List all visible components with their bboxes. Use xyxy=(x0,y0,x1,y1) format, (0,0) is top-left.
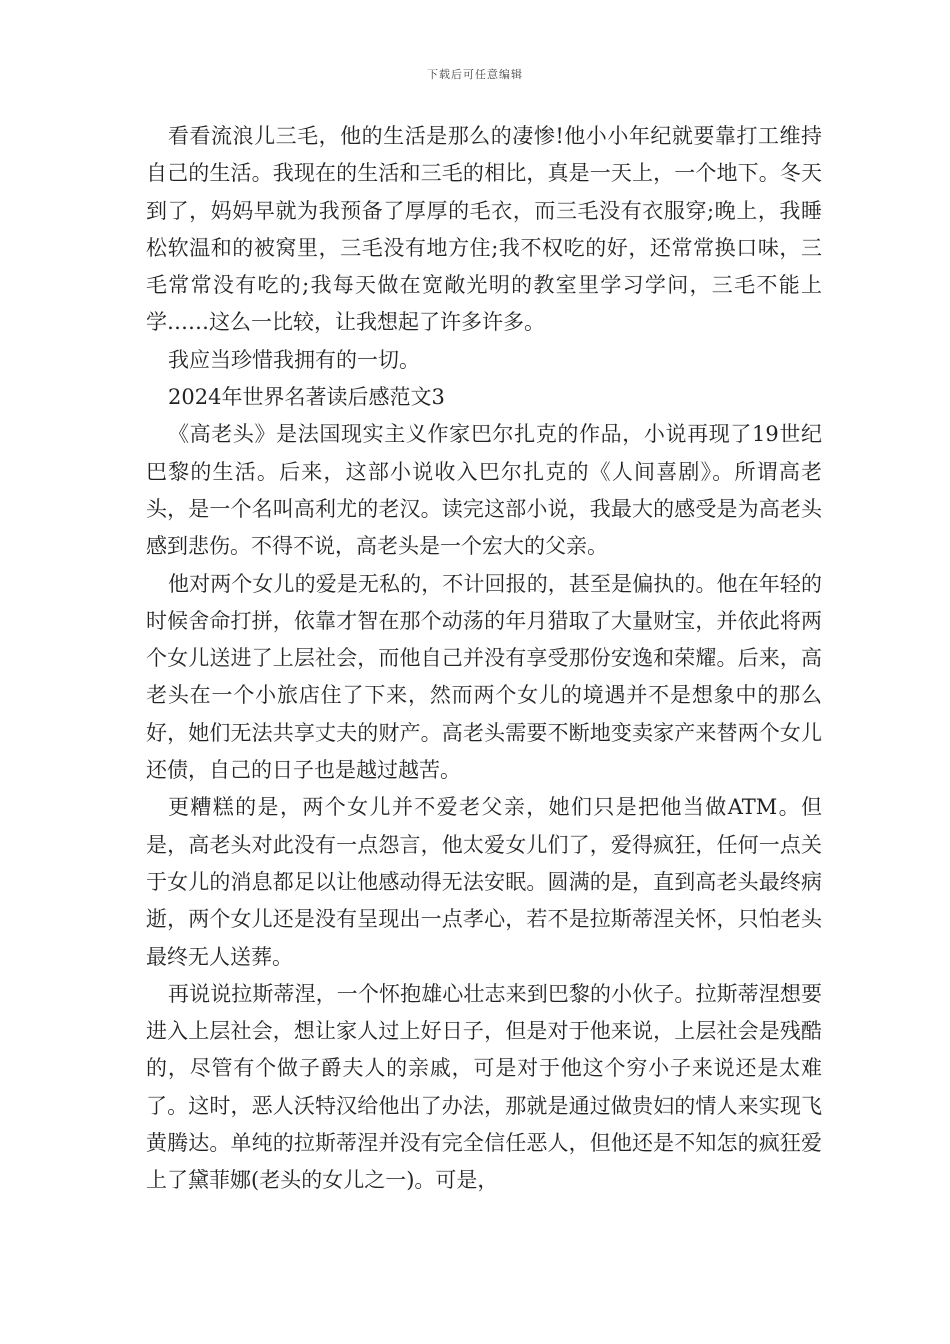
paragraph: 我应当珍惜我拥有的一切。 xyxy=(168,347,420,372)
section-heading: 2024年世界名著读后感范文3 xyxy=(168,385,445,410)
paragraph: 更糟糕的是，两个女儿并不爱老父亲，她们只是把他当做ATM。但是，高老头对此没有一点怨言，他太爱女儿们了，爱得疯狂，任何一点关于女儿的消息都足以让他感动得无法安眠。圆满的是，直到高老头最终病逝，两个女儿还是没有呈现出一点孝心，若不是拉斯蒂涅关怀，只怕老头最终无人送葬。 xyxy=(146,795,822,969)
page-header-note: 下载后可任意编辑 xyxy=(427,68,523,81)
paragraph: 再说说拉斯蒂涅，一个怀抱雄心壮志来到巴黎的小伙子。拉斯蒂涅想要进入上层社会，想让家人过上好日子，但是对于他来说，上层社会是残酷的，尽管有个做子爵夫人的亲戚，可是对于他这个穷小子来说还是太难了。这时，恶人沃特汉给他出了办法，那就是通过做贵妇的情人来实现飞黄腾达。单纯的拉斯蒂涅并没有完全信任恶人，但他还是不知怎的疯狂爱上了黛菲娜(老头的女儿之一)。可是， xyxy=(146,981,822,1193)
document-body xyxy=(146,118,822,1200)
paragraph: 《高老头》是法国现实主义作家巴尔扎克的作品，小说再现了19世纪巴黎的生活。后来，这部小说收入巴尔扎克的《人间喜剧》。所谓高老头，是一个名叫高利尤的老汉。读完这部小说，我最大的感受是为高老头感到悲伤。不得不说，高老头是一个宏大的父亲。 xyxy=(146,422,822,559)
paragraph: 他对两个女儿的爱是无私的，不计回报的，甚至是偏执的。他在年轻的时候舍命打拼，依靠才智在那个动荡的年月猎取了大量财宝，并依此将两个女儿送进了上层社会，而他自己并没有享受那份安逸和荣耀。后来，高老头在一个小旅店住了下来，然而两个女儿的境遇并不是想象中的那么好，她们无法共享丈夫的财产。高老头需要不断地变卖家产来替两个女儿还债，自己的日子也是越过越苦。 xyxy=(146,571,822,783)
paragraph: 看看流浪儿三毛，他的生活是那么的凄惨!他小小年纪就要靠打工维持自己的生活。我现在的生活和三毛的相比，真是一天上，一个地下。冬天到了，妈妈早就为我预备了厚厚的毛衣，而三毛没有衣服穿;晚上，我睡松软温和的被窝里，三毛没有地方住;我不权吃的好，还常常换口味，三毛常常没有吃的;我每天做在宽敞光明的教室里学习学问，三毛不能上学……这么一比较，让我想起了许多许多。 xyxy=(146,124,822,335)
